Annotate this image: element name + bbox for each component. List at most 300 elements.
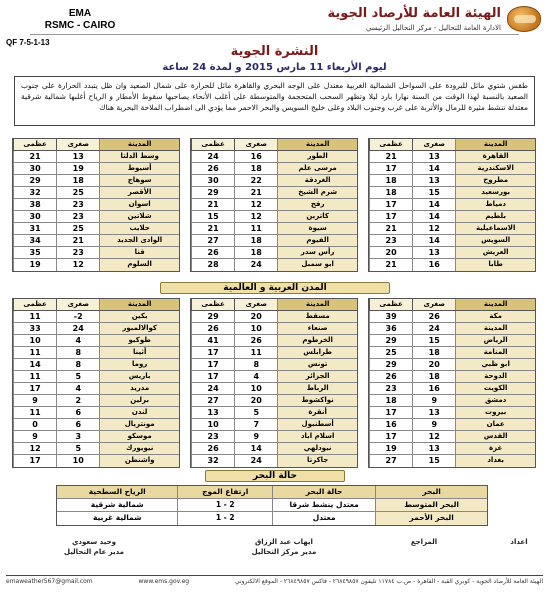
city-name: بيروت [455,407,535,418]
max-temp: 27 [369,455,412,467]
header-min: صغرى [234,299,277,310]
min-temp: 18 [234,247,277,258]
max-temp: 15 [191,211,234,222]
city-name: أسيوط [99,163,179,174]
header-min: صغرى [56,299,99,310]
table-header [13,139,179,151]
bulletin-title: النشرة الجوية [230,44,319,59]
min-temp: 20 [412,359,455,370]
table-row [369,359,535,371]
city-name: حلايب [99,223,179,234]
min-temp: 25 [56,223,99,234]
table-row [191,211,357,223]
max-temp: 34 [13,235,56,246]
city-name: الاسماعيلية [455,223,535,234]
min-temp: 18 [412,347,455,358]
table-row [369,419,535,431]
header-city: المدينة [99,299,179,310]
min-temp: 7 [234,419,277,430]
min-temp: 23 [56,247,99,258]
table-row [13,371,179,383]
max-temp: 35 [13,247,56,258]
min-temp: 13 [412,247,455,258]
min-temp: 12 [234,211,277,222]
table-row [191,323,357,335]
min-temp: 8 [56,347,99,358]
reviewer-name: ايهاب عبد الرزاق [255,538,313,546]
min-temp: 9 [412,419,455,430]
city-name: شلاتين [99,211,179,222]
city-name: صنعاء [277,323,357,334]
city-name: واشنطن [99,455,179,467]
max-temp: 17 [191,371,234,382]
min-temp: 14 [412,163,455,174]
egypt-cities-table-3 [12,138,180,272]
min-temp: 10 [234,323,277,334]
footer-address: الهيئة العامة للأرصاد الجوية - كوبري القبة - القاهرة - ص.ب ١١٧٨٤ تليفون ٢٦٨٤٩٨٥٧ - فاكس ٢٦٨٤٩٨٥٧ - الموقع الالكتروني [234,578,543,585]
max-temp: 21 [369,259,412,271]
city-name: برلين [99,395,179,406]
max-temp: 23 [191,431,234,442]
table-row [13,259,179,271]
table-row [369,311,535,323]
table-row [191,383,357,395]
min-temp: 12 [412,431,455,442]
city-name: ابو سمبل [277,259,357,271]
max-temp: 18 [369,395,412,406]
min-temp: 18 [234,163,277,174]
max-temp: 29 [191,187,234,198]
ema-logo-icon [507,6,541,32]
table-row [13,235,179,247]
table-row [191,359,357,371]
max-temp: 18 [369,175,412,186]
city-name: بلطيم [455,211,535,222]
min-temp: 5 [56,443,99,454]
table-row [13,175,179,187]
city-name: عمان [455,419,535,430]
max-temp: 21 [369,151,412,162]
table-row [369,431,535,443]
max-temp: 17 [369,431,412,442]
min-temp: 23 [56,199,99,210]
egypt-cities-table-1 [368,138,536,272]
max-temp: 26 [191,323,234,334]
min-temp: 26 [234,335,277,346]
header-max: عظمى [191,299,234,310]
city-name: الكويت [455,383,535,394]
reviewed-label: المراجع [410,538,438,546]
city-name: قنا [99,247,179,258]
table-row [191,199,357,211]
min-temp: 21 [56,235,99,246]
max-temp: 16 [369,419,412,430]
min-temp: 16 [412,383,455,394]
table-header [13,299,179,311]
table-row [369,187,535,199]
table-row [13,395,179,407]
min-temp: 4 [56,383,99,394]
max-temp: 17 [369,163,412,174]
table-row [13,199,179,211]
min-temp: 16 [234,151,277,162]
max-temp: 26 [191,443,234,454]
min-temp: 15 [412,455,455,467]
header-max: عظمى [369,299,412,310]
min-temp: 12 [412,223,455,234]
table-row [57,512,487,525]
table-row [13,163,179,175]
form-code: QF 7-5-1-13 [6,38,50,47]
min-temp: 14 [234,443,277,454]
min-temp: 21 [234,187,277,198]
max-temp: 31 [13,223,56,234]
header-city: المدينة [455,299,535,310]
header-city: المدينة [99,139,179,150]
world-cities-table-1 [368,298,536,468]
table-row [369,259,535,271]
min-temp: 9 [412,395,455,406]
authority-block [301,6,501,32]
table-row [13,335,179,347]
city-name: مكة [455,311,535,322]
city-name: الجزائر [277,371,357,382]
world-cities-table-2 [190,298,358,468]
min-temp: 13 [412,175,455,186]
table-row [13,383,179,395]
city-name: موسكو [99,431,179,442]
min-temp: 4 [234,371,277,382]
table-row [13,455,179,467]
table-row [191,311,357,323]
city-name: وسط الدلتا [99,151,179,162]
city-name: شرم الشيخ [277,187,357,198]
header-city: المدينة [277,139,357,150]
max-temp: 26 [191,247,234,258]
header-max: عظمى [13,139,56,150]
city-name: سوهاج [99,175,179,186]
min-temp: 2 [56,395,99,406]
reviewer [229,537,339,557]
city-name: السلوم [99,259,179,271]
authority-name: الهيئة العامة للأرصاد الجوية [327,6,501,21]
table-row [13,347,179,359]
table-row [191,175,357,187]
max-temp: 41 [191,335,234,346]
surface-wind: شمالية شرقية [90,500,144,509]
city-name: السويس [455,235,535,246]
max-temp: 17 [369,199,412,210]
table-header [369,299,535,311]
city-name: كاترين [277,211,357,222]
director-name: وحيد سعودي [72,538,116,546]
max-temp: 30 [13,211,56,222]
city-name: مسقط [277,311,357,322]
city-name: كوالالمبور [99,323,179,334]
min-temp: 15 [412,187,455,198]
city-name: الدوحة [455,371,535,382]
table-row [369,223,535,235]
footer-email[interactable]: emaweather567@gmail.com [6,578,93,585]
city-name: الأقصر [99,187,179,198]
director [39,537,149,557]
max-temp: 19 [13,259,56,271]
city-name: بورسعيد [455,187,535,198]
city-name: القدس [455,431,535,442]
city-name: بغداد [455,455,535,467]
table-row [369,211,535,223]
wave-height: 2 - 1 [177,512,272,525]
min-temp: 13 [412,407,455,418]
table-header [191,299,357,311]
min-temp: 14 [412,235,455,246]
sea-state: معتدل ينشط شرقا [272,499,375,511]
table-row [13,211,179,223]
min-temp: 22 [234,175,277,186]
max-temp: 27 [191,235,234,246]
city-name: الطور [277,151,357,162]
city-name: الرياض [455,335,535,346]
director-title: مدير عام التحاليل [63,548,125,556]
min-temp: 20 [234,395,277,406]
min-temp: 23 [56,211,99,222]
header-min: صغرى [56,139,99,150]
table-header [191,139,357,151]
max-temp: 25 [369,347,412,358]
sea-header-sea: البحر [375,486,487,498]
max-temp: 23 [369,383,412,394]
max-temp: 27 [191,395,234,406]
min-temp: 5 [234,407,277,418]
max-temp: 24 [191,151,234,162]
prepared-by [499,537,539,547]
header-max: عظمى [369,139,412,150]
min-temp: 13 [412,443,455,454]
ema-label [40,8,120,32]
header-min: صغرى [412,139,455,150]
city-name: الغردقة [277,175,357,186]
max-temp: 19 [369,443,412,454]
min-temp: 16 [412,259,455,271]
min-temp: 3 [56,431,99,442]
document-header [0,0,549,46]
min-temp: 24 [56,323,99,334]
max-temp: 11 [13,407,56,418]
city-name: المنامة [455,347,535,358]
signature-block [10,537,539,563]
min-temp: 15 [412,335,455,346]
table-row [13,431,179,443]
table-row [369,395,535,407]
min-temp: 10 [234,383,277,394]
max-temp: 17 [369,407,412,418]
header-max: عظمى [191,139,234,150]
city-name: الفيوم [277,235,357,246]
header-min: صغرى [412,299,455,310]
min-temp: 12 [56,259,99,271]
table-row [191,187,357,199]
city-name: طرابلس [277,347,357,358]
max-temp: 36 [369,323,412,334]
max-temp: 29 [369,359,412,370]
table-row [369,247,535,259]
reviewer-title: مدير مركز التحاليل [251,548,317,556]
header-min: صغرى [234,139,277,150]
table-row [369,151,535,163]
max-temp: 17 [191,347,234,358]
table-row [369,235,535,247]
surface-wind: شمالية غربية [92,513,142,522]
sea-name: البحر المتوسط [375,499,487,511]
ema-abbrev: EMA [68,8,92,19]
table-row [369,455,535,467]
sea-header-wave: ارتفاع الموج [177,486,272,498]
table-row [369,371,535,383]
table-row [191,235,357,247]
sea-header-state: حالة البحر [272,486,375,498]
min-temp: 10 [56,455,99,467]
max-temp: 17 [191,359,234,370]
min-temp: 4 [56,335,99,346]
footer-divider [6,575,543,576]
min-temp: 24 [234,259,277,271]
table-row [369,199,535,211]
city-name: باريس [99,371,179,382]
max-temp: 26 [369,371,412,382]
footer-website[interactable]: www.ems.gov.eg [138,578,190,585]
table-row [191,247,357,259]
table-row [191,455,357,467]
min-temp: 25 [56,187,99,198]
max-temp: 0 [13,419,56,430]
table-row [191,371,357,383]
header-city: المدينة [277,299,357,310]
max-temp: 21 [191,199,234,210]
max-temp: 11 [13,347,56,358]
city-name: مونتريال [99,419,179,430]
max-temp: 11 [13,371,56,382]
table-row [191,259,357,271]
city-name: جاكرتا [277,455,357,467]
city-name: دمياط [455,199,535,210]
table-row [13,247,179,259]
min-temp: 13 [56,151,99,162]
header-city: المدينة [455,139,535,150]
max-temp: 11 [13,311,56,322]
max-temp: 9 [13,395,56,406]
city-name: بكين [99,311,179,322]
city-name: نيويورك [99,443,179,454]
city-name: دمشق [455,395,535,406]
city-name: سيوة [277,223,357,234]
city-name: غزة [455,443,535,454]
bulletin-date: ليوم الأربعاء 11 مارس 2015 و لمدة 24 ساعة [162,62,387,73]
min-temp: 11 [234,223,277,234]
table-row [369,323,535,335]
table-row [13,443,179,455]
min-temp: 24 [412,323,455,334]
min-temp: 19 [56,163,99,174]
sea-header-wind: الرياح السطحية [57,486,177,498]
egypt-cities-table-2 [190,138,358,272]
min-temp: 6 [56,419,99,430]
max-temp: 17 [13,455,56,467]
table-row [191,395,357,407]
max-temp: 14 [13,359,56,370]
min-temp: 9 [234,431,277,442]
min-temp: 5 [56,371,99,382]
min-temp: 11 [234,347,277,358]
city-name: أنقرة [277,407,357,418]
min-temp: 12 [234,199,277,210]
forecast-text: طقس شتوي مائل للبرودة على السواحل الشمالية الغربية معتدل على الوجه البحري والقاهرة مائل للحرارة على شمال الصعيد وان ظل يتبدد الحرارة على جنوب الصعيد بالنسبة لهذا الوقت من السنة نهارا بارد ليلا وتظهر السحب المتحجمة والمتوسطة على أغلب الأنحاء يصاحبها سقوط الأمطار و الرياح أغلبها شمالية شرقية معتدلة تنشط مثيرة للرمال والأتربة على غرب وجنوب البلاد وعلى خليج السويس والبحر الاحمر مما يؤدي الى اضطراب الملاحة البحرية هناك [14,76,535,126]
city-name: رأس سدر [277,247,357,258]
table-row [191,431,357,443]
table-row [191,407,357,419]
max-temp: 30 [13,163,56,174]
min-temp: 18 [412,371,455,382]
sea-state-table [56,485,488,526]
table-row [191,443,357,455]
max-temp: 39 [369,311,412,322]
min-temp: 8 [234,359,277,370]
max-temp: 23 [369,235,412,246]
city-name: نيودلهي [277,443,357,454]
min-temp: 8 [56,359,99,370]
table-row [369,175,535,187]
table-row [369,443,535,455]
city-name: مرسى علم [277,163,357,174]
table-row [13,323,179,335]
table-row [191,419,357,431]
max-temp: 21 [13,151,56,162]
max-temp: 29 [191,311,234,322]
table-row [191,151,357,163]
authority-subtitle: الادارة العامة للتحاليل - مركز التحاليل الرئيسي [365,24,501,32]
wave-height: 2 - 1 [177,499,272,511]
table-row [13,187,179,199]
min-temp: -2 [56,311,99,322]
header-max: عظمى [13,299,56,310]
city-name: رفح [277,199,357,210]
reviewed-by [399,537,449,547]
max-temp: 38 [13,199,56,210]
max-temp: 12 [13,443,56,454]
table-row [191,347,357,359]
max-temp: 21 [369,223,412,234]
table-row [13,311,179,323]
sea-table-header [57,486,487,499]
max-temp: 17 [369,211,412,222]
min-temp: 6 [56,407,99,418]
city-name: مطروح [455,175,535,186]
min-temp: 14 [412,211,455,222]
max-temp: 28 [191,259,234,271]
table-row [369,407,535,419]
max-temp: 20 [369,247,412,258]
table-row [191,163,357,175]
table-row [191,335,357,347]
table-row [369,335,535,347]
city-name: الرباط [277,383,357,394]
min-temp: 20 [234,311,277,322]
max-temp: 13 [191,407,234,418]
table-row [13,419,179,431]
arab-world-section-title: المدن العربية و العالمية [160,282,390,294]
city-name: الاسكندرية [455,163,535,174]
min-temp: 26 [412,311,455,322]
table-row [369,383,535,395]
